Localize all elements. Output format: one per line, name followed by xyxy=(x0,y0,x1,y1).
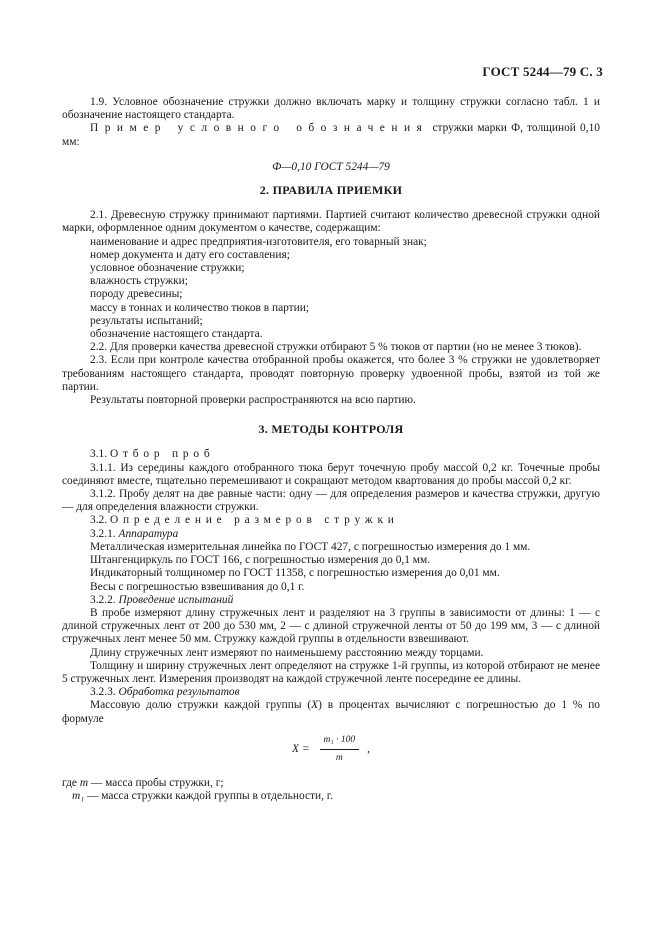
example-spaced-label: Пример условного обозначения xyxy=(90,122,429,135)
list-item: результаты испытаний; xyxy=(90,314,203,327)
legend-symbol: m xyxy=(79,777,89,790)
clause-number: 3.2.3. xyxy=(90,686,116,699)
page-header: ГОСТ 5244—79 С. 3 xyxy=(482,64,603,79)
apparatus-item: Штангенциркуль по ГОСТ 166, с погрешностью измерения до 0,1 мм. xyxy=(90,554,431,567)
clause-title: Определение размеров стружки xyxy=(109,514,399,527)
calc-text: Массовую долю стружки каждой группы ( xyxy=(90,699,312,712)
clause-number: 3.2. xyxy=(90,514,108,527)
legend-text: — масса пробы стружки, г; xyxy=(88,777,224,790)
list-item: обозначение настоящего стандарта. xyxy=(90,328,263,341)
clause-title: Проведение испытаний xyxy=(118,593,234,606)
list-item: условное обозначение стружки; xyxy=(90,262,245,275)
calc-variable: X xyxy=(311,699,319,712)
legend-item xyxy=(62,790,600,803)
clause-number: 3.1. xyxy=(90,448,108,461)
example-line xyxy=(62,122,600,148)
clause-3-1-1: 3.1.1. Из середины каждого отобранного тюка берут точечную пробу массой 0,2 кг. Точечные пробы соединяют вместе, тщательно перемешивают и сокращают методом квартования до пробы массой 0,2 кг. xyxy=(62,461,600,487)
legend-prefix: где xyxy=(62,777,80,790)
apparatus-item: Весы с погрешностью взвешивания до 0,1 г. xyxy=(90,580,305,593)
example-designation: Ф—0,10 ГОСТ 5244—79 xyxy=(272,160,390,173)
clause-2-3: 2.3. Если при контроле качества отобранной пробы окажется, что более 3 % стружки не удовлетворяет требованиям настоящего стандарта, проводят повторную проверку удвоенной пробы, взятой из той же партии. xyxy=(62,354,600,393)
legend-item xyxy=(62,777,600,790)
clause-number: 3.2.2. xyxy=(90,593,116,606)
calc-text: ) в процентах вычисляют с погрешностью до 1 % по формуле xyxy=(62,699,600,725)
test-paragraph: Длину стружечных лент измеряют по наименьшему расстоянию между торцами. xyxy=(90,646,484,659)
formula-lhs: X = xyxy=(292,742,310,755)
clause-3-2 xyxy=(62,514,600,527)
clause-title: Отбор проб xyxy=(109,448,215,461)
section-3-title: 3. МЕТОДЫ КОНТРОЛЯ xyxy=(258,422,404,437)
clause-3-2-3 xyxy=(62,686,600,699)
formula-fraction xyxy=(320,734,360,765)
test-paragraph: В пробе измеряют длину стружечных лент и разделяют на 3 группы в зависимости от длины: 1 — с длиной стружечных лент от 200 до 530 мм, 2 — с длиной стружечной ленты от 50 до 199 мм, 3 — с длиной стружечных лент менее 50 мм. Стружку каждой группы в отдельности взвешивают. xyxy=(62,606,600,646)
test-paragraph: Толщину и ширину стружечных лент определяют на стружке 1-й группы, из которой отбирают не менее 5 стружечных лент. Измерения производят на каждой стружечной ленте посередине ее длины. xyxy=(62,659,600,685)
formula-tail: , xyxy=(367,742,370,755)
clause-2-1: 2.1. Древесную стружку принимают партиями. Партией считают количество древесной стружки одной марки, оформленное одним документом о качестве, содержащим: xyxy=(62,209,600,235)
document-body xyxy=(62,96,600,804)
example-rest: стружки марки Ф, толщиной 0,10 мм: xyxy=(62,122,600,148)
list-item: влажность стружки; xyxy=(90,275,188,288)
apparatus-item: Индикаторный толщиномер по ГОСТ 11358, с погрешностью измерения до 0,01 мм. xyxy=(90,567,500,580)
clause-title: Обработка результатов xyxy=(118,686,240,699)
legend-text: — масса стружки каждой группы в отдельности, г. xyxy=(84,790,334,803)
list-item: массу в тоннах и количество тюков в партии; xyxy=(90,301,310,314)
section-2-title: 2. ПРАВИЛА ПРИЕМКИ xyxy=(259,183,403,198)
calc-paragraph xyxy=(62,699,600,725)
clause-1-9: 1.9. Условное обозначение стружки должно включать марку и толщину стружки согласно табл. 1 и обозначение настоящего стандарта. xyxy=(62,96,600,122)
list-item: породу древесины; xyxy=(90,288,183,301)
formula-denominator: m xyxy=(335,752,343,763)
clause-3-1 xyxy=(62,448,600,461)
formula xyxy=(62,734,600,765)
clause-3-1-2: 3.1.2. Пробу делят на две равные части: одну — для определения размеров и качества стружки, другую — для определения влажности стружки. xyxy=(62,488,600,514)
clause-3-2-1 xyxy=(62,528,600,541)
clause-2-2: 2.2. Для проверки качества древесной стружки отбирают 5 % тюков от партии (но не менее 3 тюков). xyxy=(90,341,582,354)
list-item: наименование и адрес предприятия-изготовителя, его товарный знак; xyxy=(90,235,427,248)
list-item: номер документа и дату его составления; xyxy=(90,248,290,261)
clause-number: 3.2.1. xyxy=(90,527,116,540)
clause-2-3-result: Результаты повторной проверки распространяются на всю партию. xyxy=(90,394,416,407)
apparatus-item: Металлическая измерительная линейка по ГОСТ 427, с погрешностью измерения до 1 мм. xyxy=(90,540,531,553)
clause-title: Аппаратура xyxy=(118,527,179,540)
legend-symbol: m₁ xyxy=(72,790,85,803)
clause-3-2-2 xyxy=(62,594,600,607)
formula-numerator: m₁ · 100 xyxy=(320,734,360,750)
